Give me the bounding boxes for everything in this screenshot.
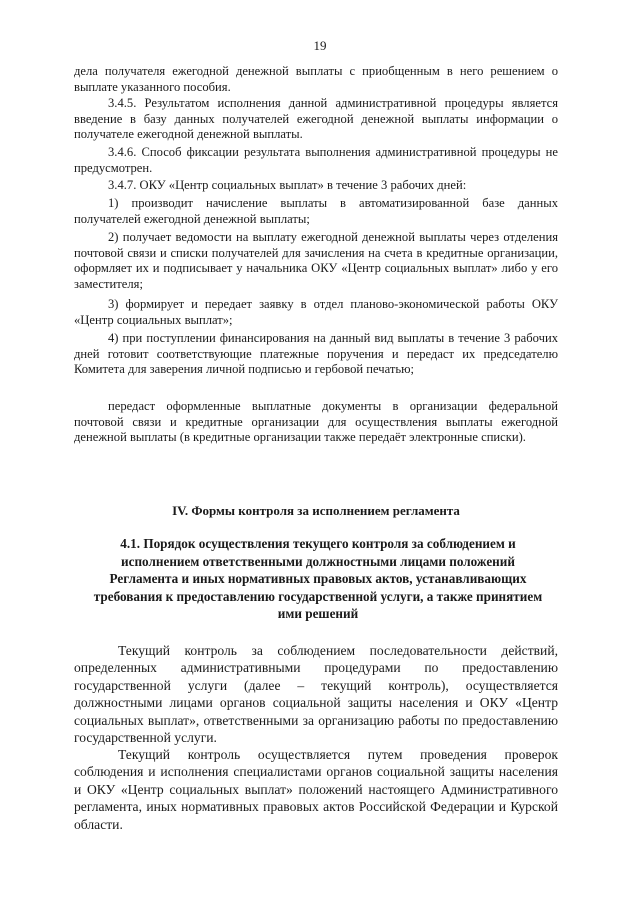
list-item-1: 1) производит начисление выплаты в автоматизированной базе данных получателей ежегодной денежной выплаты; <box>74 196 558 226</box>
paragraph-control-checks: Текущий контроль осуществляется путем проведения проверок соблюдения и исполнения специалистами органов социальной защиты населения и ОКУ «Центр социальных выплат» положений настоящего Административного регламента, иных нормативных правовых актов Российской Федерации и Курской области. <box>74 747 558 832</box>
page-number: 19 <box>313 38 327 53</box>
paragraph-case-file: дела получателя ежегодной денежной выплаты с приобщенным в него решением о выплате указанного пособия. <box>74 64 558 94</box>
paragraph-3-4-6: 3.4.6. Способ фиксации результата выполнения административной процедуры не предусмотрен. <box>74 145 558 175</box>
paragraph-3-4-5: 3.4.5. Результатом исполнения данной административной процедуры является введение в базу данных получателей ежегодной денежной выплаты информации о получателе ежегодной денежной выплаты. <box>74 96 558 142</box>
list-item-4: 4) при поступлении финансирования на данный вид выплаты в течение 3 рабочих дней готовит соответствующие платежные поручения и передаст их председателю Комитета для заверения личной подписью и гербовой печатью; <box>74 331 558 377</box>
list-item-3: 3) формирует и передает заявку в отдел планово-экономической работы ОКУ «Центр социальных выплат»; <box>74 297 558 327</box>
subsection-title: 4.1. Порядок осуществления текущего контроля за соблюдением и исполнением ответственными должностными лицами положений Регламента и иных нормативных правовых актов, устанавливающих требования к предоставлению государственной услуги, а также принятием ими решений <box>93 536 543 621</box>
paragraph-3-4-7: 3.4.7. ОКУ «Центр социальных выплат» в течение 3 рабочих дней: <box>108 178 467 192</box>
paragraph-transfer-documents: передаст оформленные выплатные документы в организации федеральной почтовой связи и кредитные организации для осуществления выплаты ежегодной денежной выплаты (в кредитные организации также передаёт электронные списки). <box>74 399 558 445</box>
list-item-2: 2) получает ведомости на выплату ежегодной денежной выплаты через отделения почтовой связи и списки получателей для зачисления на счета в кредитные организации, оформляет их и подписывает у начальника ОКУ «Центр социальных выплат» либо у его заместителя; <box>74 230 558 292</box>
paragraph-current-control: Текущий контроль за соблюдением последовательности действий, определенных административными процедурами по предоставлению государственной услуги (далее – текущий контроль), осуществляется должностными лицами органов социальной защиты населения и ОКУ «Центр социальных выплат», ответственными за организацию работы по предоставлению государственной услуги. <box>74 643 558 746</box>
section-title: IV. Формы контроля за исполнением регламента <box>172 503 460 518</box>
